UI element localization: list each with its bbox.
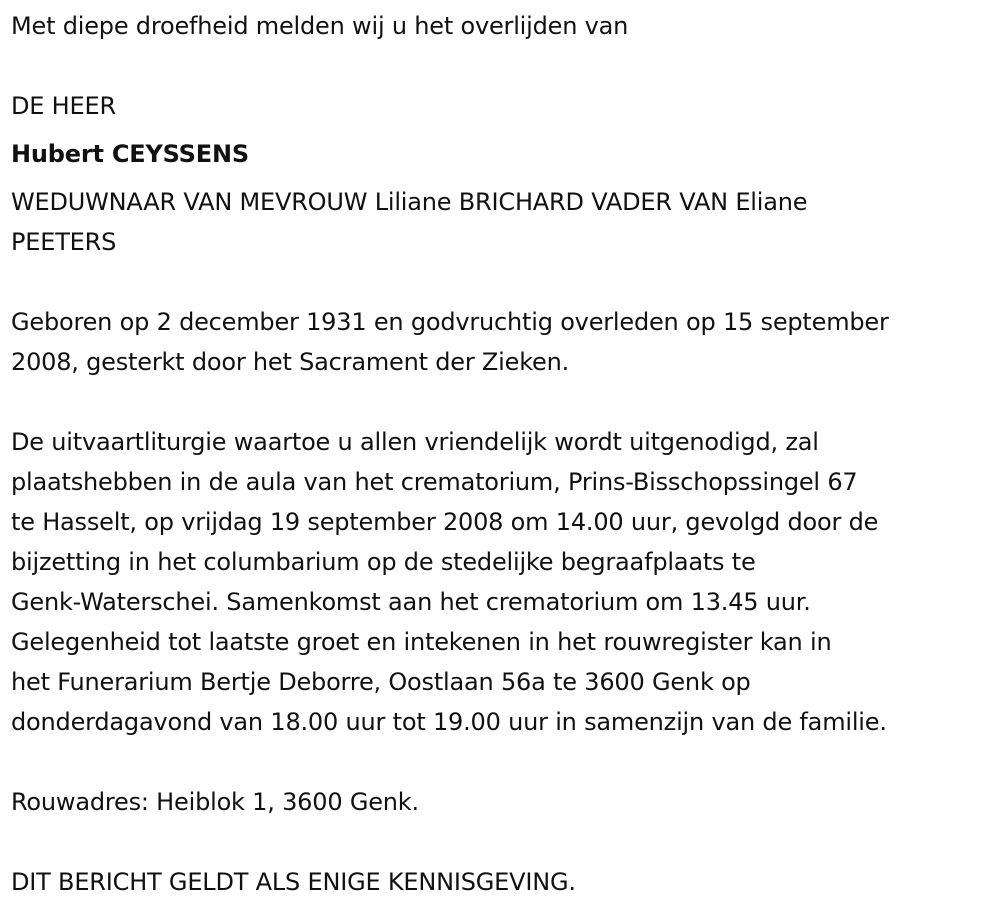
intro-line: Met diepe droefheid melden wij u het overlijden van bbox=[11, 12, 629, 40]
ceremony-line-7: het Funerarium Bertje Deborre, Oostlaan 56a te 3600 Genk op bbox=[11, 668, 751, 696]
spacer bbox=[11, 822, 990, 862]
ceremony-line-6: Gelegenheid tot laatste groet en intekenen in het rouwregister kan in bbox=[11, 628, 832, 656]
ceremony-line-8: donderdagavond van 18.00 uur tot 19.00 uur in samenzijn van de familie. bbox=[11, 708, 887, 736]
deceased-name: Hubert CEYSSENS bbox=[11, 140, 249, 168]
spacer bbox=[11, 46, 990, 86]
ceremony-line-3: te Hasselt, op vrijdag 19 september 2008 om 14.00 uur, gevolgd door de bbox=[11, 508, 879, 536]
mourning-address: Rouwadres: Heiblok 1, 3600 Genk. bbox=[11, 788, 419, 816]
ceremony-line-2: plaatshebben in de aula van het crematorium, Prins-Bisschopssingel 67 bbox=[11, 468, 858, 496]
salutation: DE HEER bbox=[11, 92, 116, 120]
spacer bbox=[11, 382, 990, 422]
closing-notice: DIT BERICHT GELDT ALS ENIGE KENNISGEVING. bbox=[11, 868, 576, 896]
ceremony-line-4: bijzetting in het columbarium op de stedelijke begraafplaats te bbox=[11, 548, 756, 576]
birth-death-line-2: 2008, gesterkt door het Sacrament der Zieken. bbox=[11, 348, 570, 376]
relations-line-1: WEDUWNAAR VAN MEVROUW Liliane BRICHARD VADER VAN Eliane bbox=[11, 188, 808, 216]
spacer bbox=[11, 262, 990, 302]
birth-death-line-1: Geboren op 2 december 1931 en godvruchtig overleden op 15 september bbox=[11, 308, 889, 336]
relations-line-2: PEETERS bbox=[11, 228, 117, 256]
spacer bbox=[11, 742, 990, 782]
ceremony-line-5: Genk-Waterschei. Samenkomst aan het crematorium om 13.45 uur. bbox=[11, 588, 811, 616]
ceremony-line-1: De uitvaartliturgie waartoe u allen vriendelijk wordt uitgenodigd, zal bbox=[11, 428, 819, 456]
